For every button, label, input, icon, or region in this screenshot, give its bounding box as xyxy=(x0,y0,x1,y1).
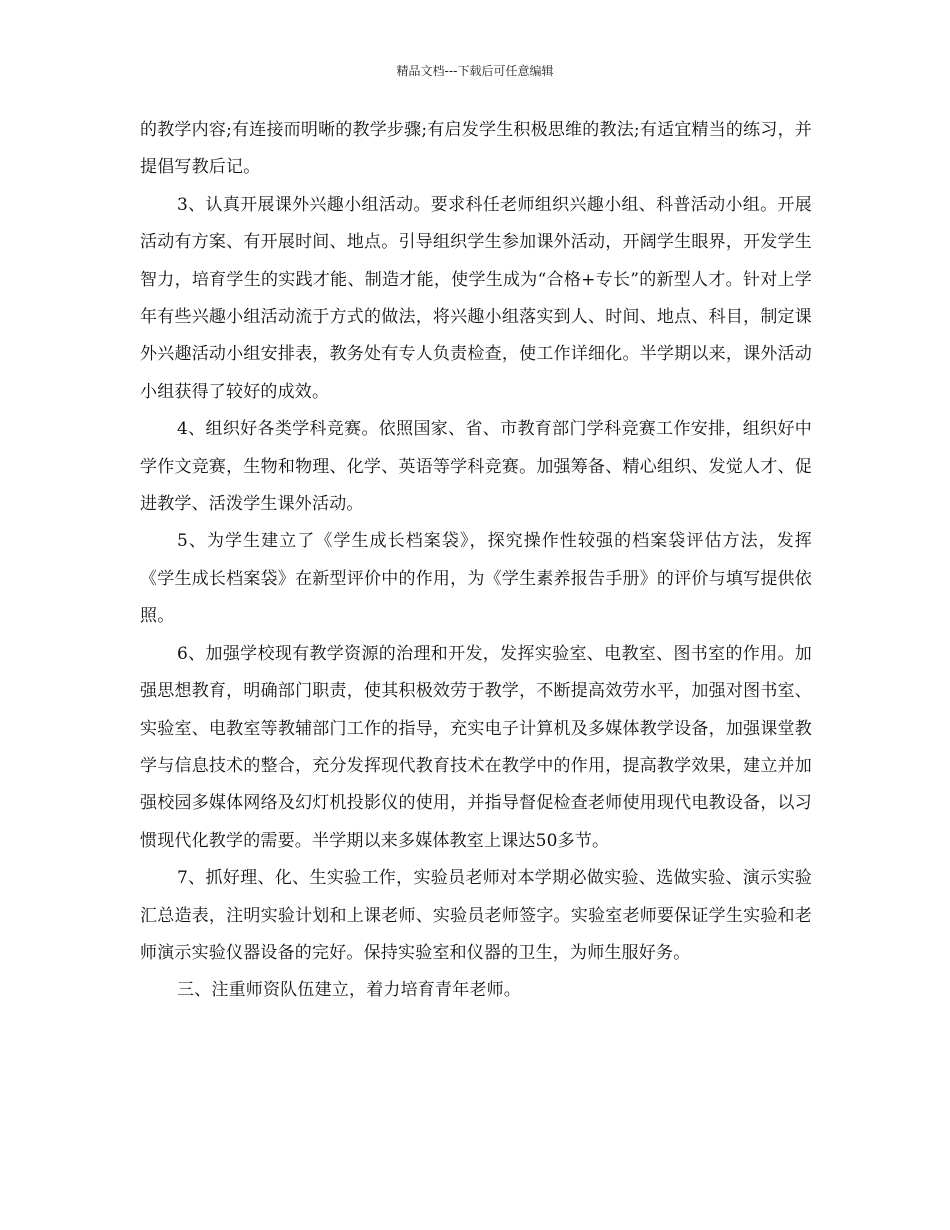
paragraph-item-5-growth-portfolio: 5、为学生建立了《学生成长档案袋》，探究操作性较强的档案袋评估方法，发挥《学生成长档案袋》在新型评价中的作用，为《学生素养报告手册》的评价与填写提供依照。 xyxy=(140,531,812,627)
paragraph-continued-teaching-content: 的教学内容;有连接而明晰的教学步骤;有启发学生积极思维的教法;有适宜精当的练习，并提倡写教后记。 xyxy=(140,120,812,178)
paragraph-item-4-subject-competitions: 4、组织好各类学科竞赛。依照国家、省、市教育部门学科竞赛工作安排，组织好中学作文竞赛，生物和物理、化学、英语等学科竞赛。加强筹备、精心组织、发觉人才、促进教学、活泼学生课外活动。 xyxy=(140,419,812,515)
paragraph-item-7-lab-work: 7、抓好理、化、生实验工作，实验员老师对本学期必做实验、选做实验、演示实验汇总造表，注明实验计划和上课老师、实验员老师签字。实验室老师要保证学生实验和老师演示实验仪器设备的完好。保持实验室和仪器的卫生，为师生服好务。 xyxy=(140,868,812,963)
page-header: 精品文档---下载后可任意编辑 xyxy=(396,64,554,78)
section-heading-teacher-team: 三、注重师资队伍建立，着力培育青年老师。 xyxy=(177,980,521,1001)
paragraph-item-6-teaching-resources: 6、加强学校现有教学资源的治理和开发，发挥实验室、电教室、图书室的作用。加强思想教育，明确部门职责，使其积极效劳于教学，不断提高效劳水平，加强对图书室、实验室、电教室等教辅部门工作的指导，充实电子计算机及多媒体教学设备，加强课堂教学与信息技术的整合，充分发挥现代教育技术在教学中的作用，提高教学效果，建立并加强校园多媒体网络及幻灯机投影仪的使用，并指导督促检查老师使用现代电教设备，以习惯现代化教学的需要。半学期以来多媒体教室上课达50多节。 xyxy=(140,643,812,851)
paragraph-item-3-interest-groups: 3、认真开展课外兴趣小组活动。要求科任老师组织兴趣小组、科普活动小组。开展活动有方案、有开展时间、地点。引导组织学生参加课外活动，开阔学生眼界，开发学生智力，培育学生的实践才能、制造才能，使学生成为“合格+专长”的新型人才。针对上学年有些兴趣小组活动流于方式的做法，将兴趣小组落实到人、时间、地点、科目，制定课外兴趣活动小组安排表，教务处有专人负责检查，使工作详细化。半学期以来，课外活动小组获得了较好的成效。 xyxy=(140,194,812,402)
document-body xyxy=(140,112,812,1010)
